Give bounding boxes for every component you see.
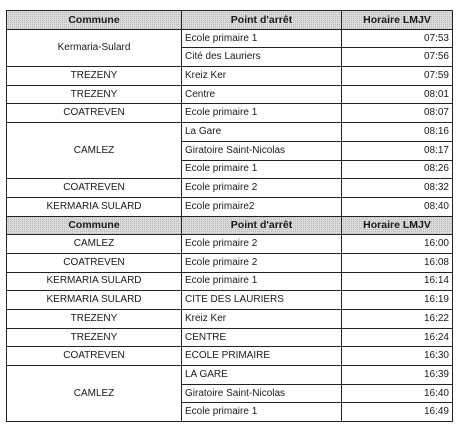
stop-cell: Ecole primaire 1 — [182, 29, 342, 48]
table-row — [7, 67, 453, 86]
header-commune: Commune — [7, 216, 182, 235]
table-row — [7, 123, 453, 142]
table-row — [7, 104, 453, 123]
time-cell: 07:59 — [342, 67, 453, 86]
table-row — [7, 235, 453, 254]
timetable-body — [7, 11, 453, 422]
header-point-arret: Point d'arrêt — [182, 216, 342, 235]
commune-cell: TREZENY — [7, 85, 182, 104]
header-row — [7, 11, 453, 30]
header-horaire: Horaire LMJV — [342, 216, 453, 235]
commune-cell: CAMLEZ — [7, 123, 182, 179]
stop-cell: Kreiz Ker — [182, 310, 342, 329]
commune-cell: COATREVEN — [7, 179, 182, 198]
table-row — [7, 85, 453, 104]
commune-cell: COATREVEN — [7, 104, 182, 123]
stop-cell: CENTRE — [182, 328, 342, 347]
table-row — [7, 272, 453, 291]
stop-cell: Ecole primaire 1 — [182, 272, 342, 291]
table-row — [7, 328, 453, 347]
time-cell: 16:00 — [342, 235, 453, 254]
time-cell: 08:26 — [342, 160, 453, 179]
time-cell: 16:49 — [342, 403, 453, 422]
header-horaire: Horaire LMJV — [342, 11, 453, 30]
stop-cell: ECOLE PRIMAIRE — [182, 347, 342, 366]
time-cell: 08:32 — [342, 179, 453, 198]
stop-cell: La Gare — [182, 123, 342, 142]
stop-cell: Ecole primaire 2 — [182, 253, 342, 272]
stop-cell: Ecole primaire 1 — [182, 160, 342, 179]
stop-cell: Centre — [182, 85, 342, 104]
stop-cell: Cité des Lauriers — [182, 48, 342, 67]
stop-cell: Giratoire Saint-Nicolas — [182, 384, 342, 403]
time-cell: 08:17 — [342, 141, 453, 160]
stop-cell: Ecole primaire2 — [182, 197, 342, 216]
table-row — [7, 29, 453, 48]
commune-cell: TREZENY — [7, 67, 182, 86]
commune-cell: COATREVEN — [7, 253, 182, 272]
stop-cell: Giratoire Saint-Nicolas — [182, 141, 342, 160]
time-cell: 16:39 — [342, 366, 453, 385]
table-row — [7, 366, 453, 385]
time-cell: 16:24 — [342, 328, 453, 347]
time-cell: 08:01 — [342, 85, 453, 104]
time-cell: 07:53 — [342, 29, 453, 48]
table-row — [7, 197, 453, 216]
commune-cell: KERMARIA SULARD — [7, 197, 182, 216]
stop-cell: Ecole primaire 1 — [182, 104, 342, 123]
commune-cell: TREZENY — [7, 310, 182, 329]
commune-cell: CAMLEZ — [7, 366, 182, 422]
table-row — [7, 179, 453, 198]
stop-cell: CITE DES LAURIERS — [182, 291, 342, 310]
time-cell: 16:14 — [342, 272, 453, 291]
time-cell: 08:40 — [342, 197, 453, 216]
time-cell: 08:16 — [342, 123, 453, 142]
stop-cell: Ecole primaire 2 — [182, 235, 342, 254]
stop-cell: Kreiz Ker — [182, 67, 342, 86]
commune-cell: CAMLEZ — [7, 235, 182, 254]
commune-cell: KERMARIA SULARD — [7, 291, 182, 310]
commune-cell: COATREVEN — [7, 347, 182, 366]
time-cell: 08:07 — [342, 104, 453, 123]
table-row — [7, 253, 453, 272]
stop-cell: Ecole primaire 2 — [182, 179, 342, 198]
time-cell: 16:30 — [342, 347, 453, 366]
time-cell: 16:40 — [342, 384, 453, 403]
header-point-arret: Point d'arrêt — [182, 11, 342, 30]
time-cell: 16:22 — [342, 310, 453, 329]
header-row — [7, 216, 453, 235]
time-cell: 16:19 — [342, 291, 453, 310]
time-cell: 07:56 — [342, 48, 453, 67]
stop-cell: Ecole primaire 1 — [182, 403, 342, 422]
stop-cell: LA GARE — [182, 366, 342, 385]
bus-timetable — [6, 10, 453, 422]
table-row — [7, 347, 453, 366]
commune-cell: TREZENY — [7, 328, 182, 347]
table-row — [7, 310, 453, 329]
time-cell: 16:08 — [342, 253, 453, 272]
commune-cell: KERMARIA SULARD — [7, 272, 182, 291]
commune-cell: Kermaria-Sulard — [7, 29, 182, 66]
header-commune: Commune — [7, 11, 182, 30]
table-row — [7, 291, 453, 310]
